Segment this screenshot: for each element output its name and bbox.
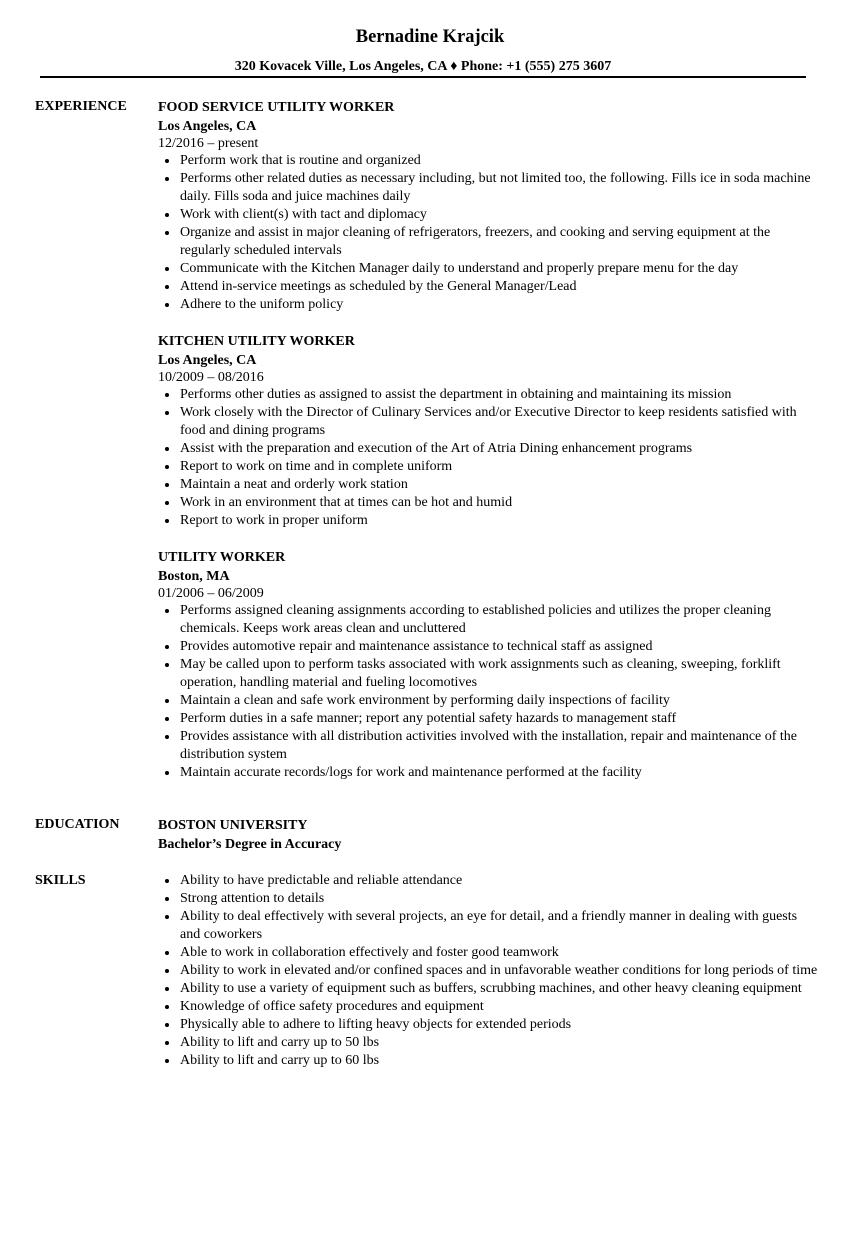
bullet-icon: [165, 717, 169, 721]
bullet-icon: [165, 879, 169, 883]
skill-item: Ability to lift and carry up to 60 lbs: [158, 1052, 818, 1070]
job-title: FOOD SERVICE UTILITY WORKER: [158, 100, 395, 115]
bullet-icon: [165, 213, 169, 217]
bullet-icon: [165, 231, 169, 235]
duty-item: Report to work in proper uniform: [158, 512, 818, 530]
duty-item: Work closely with the Director of Culinary Services and/or Executive Director to keep residents satisfied with food and dining programs: [158, 404, 818, 440]
duty-item: May be called upon to perform tasks associated with work assignments such as cleaning, sweeping, forklift operation, handling material and fueling locomotives: [158, 656, 818, 692]
bullet-icon: [165, 987, 169, 991]
bullet-icon: [165, 1023, 169, 1027]
school-name: BOSTON UNIVERSITY: [158, 818, 308, 833]
bullet-icon: [165, 519, 169, 523]
job-dates: 01/2006 – 06/2009: [158, 586, 264, 601]
duty-item: Provides automotive repair and maintenance assistance to technical staff as assigned: [158, 638, 818, 656]
skill-item: Able to work in collaboration effectively and foster good teamwork: [158, 944, 818, 962]
header-divider: [40, 76, 806, 78]
degree: Bachelor’s Degree in Accuracy: [158, 837, 342, 852]
bullet-icon: [165, 969, 169, 973]
bullet-icon: [165, 897, 169, 901]
bullet-icon: [165, 465, 169, 469]
job-dates: 12/2016 – present: [158, 136, 259, 151]
job-entry: [158, 332, 818, 530]
duty-item: Communicate with the Kitchen Manager daily to understand and properly prepare menu for the day: [158, 260, 818, 278]
skill-item: Physically able to adhere to lifting heavy objects for extended periods: [158, 1016, 818, 1034]
job-entry: [158, 548, 818, 782]
duty-item: Organize and assist in major cleaning of refrigerators, freezers, and cooking and serving equipment at the regularly scheduled intervals: [158, 224, 818, 260]
job-entry: [158, 98, 818, 314]
duty-item: Performs assigned cleaning assignments according to established policies and utilizes the proper cleaning chemicals. Keeps work areas clean and uncluttered: [158, 602, 818, 638]
bullet-icon: [165, 393, 169, 397]
bullet-icon: [165, 609, 169, 613]
bullet-icon: [165, 1059, 169, 1063]
bullet-icon: [165, 1041, 169, 1045]
bullet-icon: [165, 663, 169, 667]
skill-item: Strong attention to details: [158, 890, 818, 908]
bullet-icon: [165, 771, 169, 775]
bullet-icon: [165, 735, 169, 739]
contact-info: 320 Kovacek Ville, Los Angeles, CA ♦ Phone: +1 (555) 275 3607: [234, 59, 612, 74]
experience-heading: EXPERIENCE: [35, 99, 127, 114]
bullet-icon: [165, 285, 169, 289]
job-duties: [158, 152, 818, 314]
bullet-icon: [165, 303, 169, 307]
duty-item: Adhere to the uniform policy: [158, 296, 818, 314]
duty-item: Performs other duties as assigned to assist the department in obtaining and maintaining its mission: [158, 386, 818, 404]
job-dates: 10/2009 – 08/2016: [158, 370, 264, 385]
bullet-icon: [165, 951, 169, 955]
bullet-icon: [165, 267, 169, 271]
skill-item: Knowledge of office safety procedures and equipment: [158, 998, 818, 1016]
duty-item: Perform work that is routine and organized: [158, 152, 818, 170]
bullet-icon: [165, 177, 169, 181]
bullet-icon: [165, 411, 169, 415]
job-duties: [158, 602, 818, 782]
duty-item: Assist with the preparation and execution of the Art of Atria Dining enhancement programs: [158, 440, 818, 458]
duty-item: Report to work on time and in complete uniform: [158, 458, 818, 476]
skill-item: Ability to lift and carry up to 50 lbs: [158, 1034, 818, 1052]
job-location: Los Angeles, CA: [158, 353, 257, 368]
job-title: KITCHEN UTILITY WORKER: [158, 334, 355, 349]
bullet-icon: [165, 699, 169, 703]
duty-item: Perform duties in a safe manner; report any potential safety hazards to management staff: [158, 710, 818, 728]
bullet-icon: [165, 501, 169, 505]
job-location: Los Angeles, CA: [158, 119, 257, 134]
skills-heading: SKILLS: [35, 873, 86, 888]
bullet-icon: [165, 645, 169, 649]
duty-item: Work with client(s) with tact and diplomacy: [158, 206, 818, 224]
duty-item: Maintain accurate records/logs for work and maintenance performed at the facility: [158, 764, 818, 782]
job-title: UTILITY WORKER: [158, 550, 286, 565]
bullet-icon: [165, 483, 169, 487]
skill-item: Ability to deal effectively with several projects, an eye for detail, and a friendly manner in dealing with guests and coworkers: [158, 908, 818, 944]
candidate-name: Bernadine Krajcik: [355, 27, 505, 47]
duty-item: Work in an environment that at times can be hot and humid: [158, 494, 818, 512]
bullet-icon: [165, 1005, 169, 1009]
bullet-icon: [165, 159, 169, 163]
bullet-icon: [165, 447, 169, 451]
duty-item: Performs other related duties as necessary including, but not limited too, the following. Fills ice in soda machine daily. Fills soda and juice machines daily: [158, 170, 818, 206]
skill-item: Ability to use a variety of equipment such as buffers, scrubbing machines, and other heavy cleaning equipment: [158, 980, 818, 998]
duty-item: Attend in-service meetings as scheduled by the General Manager/Lead: [158, 278, 818, 296]
skill-item: Ability to work in elevated and/or confined spaces and in unfavorable weather conditions for long periods of time: [158, 962, 818, 980]
duty-item: Provides assistance with all distribution activities involved with the installation, repair and maintenance of the distribution system: [158, 728, 818, 764]
duty-item: Maintain a neat and orderly work station: [158, 476, 818, 494]
skills-list: [158, 872, 818, 1070]
duty-item: Maintain a clean and safe work environment by performing daily inspections of facility: [158, 692, 818, 710]
education-heading: EDUCATION: [35, 817, 120, 832]
job-duties: [158, 386, 818, 530]
experience-list: [158, 98, 818, 796]
skill-item: Ability to have predictable and reliable attendance: [158, 872, 818, 890]
bullet-icon: [165, 915, 169, 919]
job-location: Boston, MA: [158, 569, 230, 584]
